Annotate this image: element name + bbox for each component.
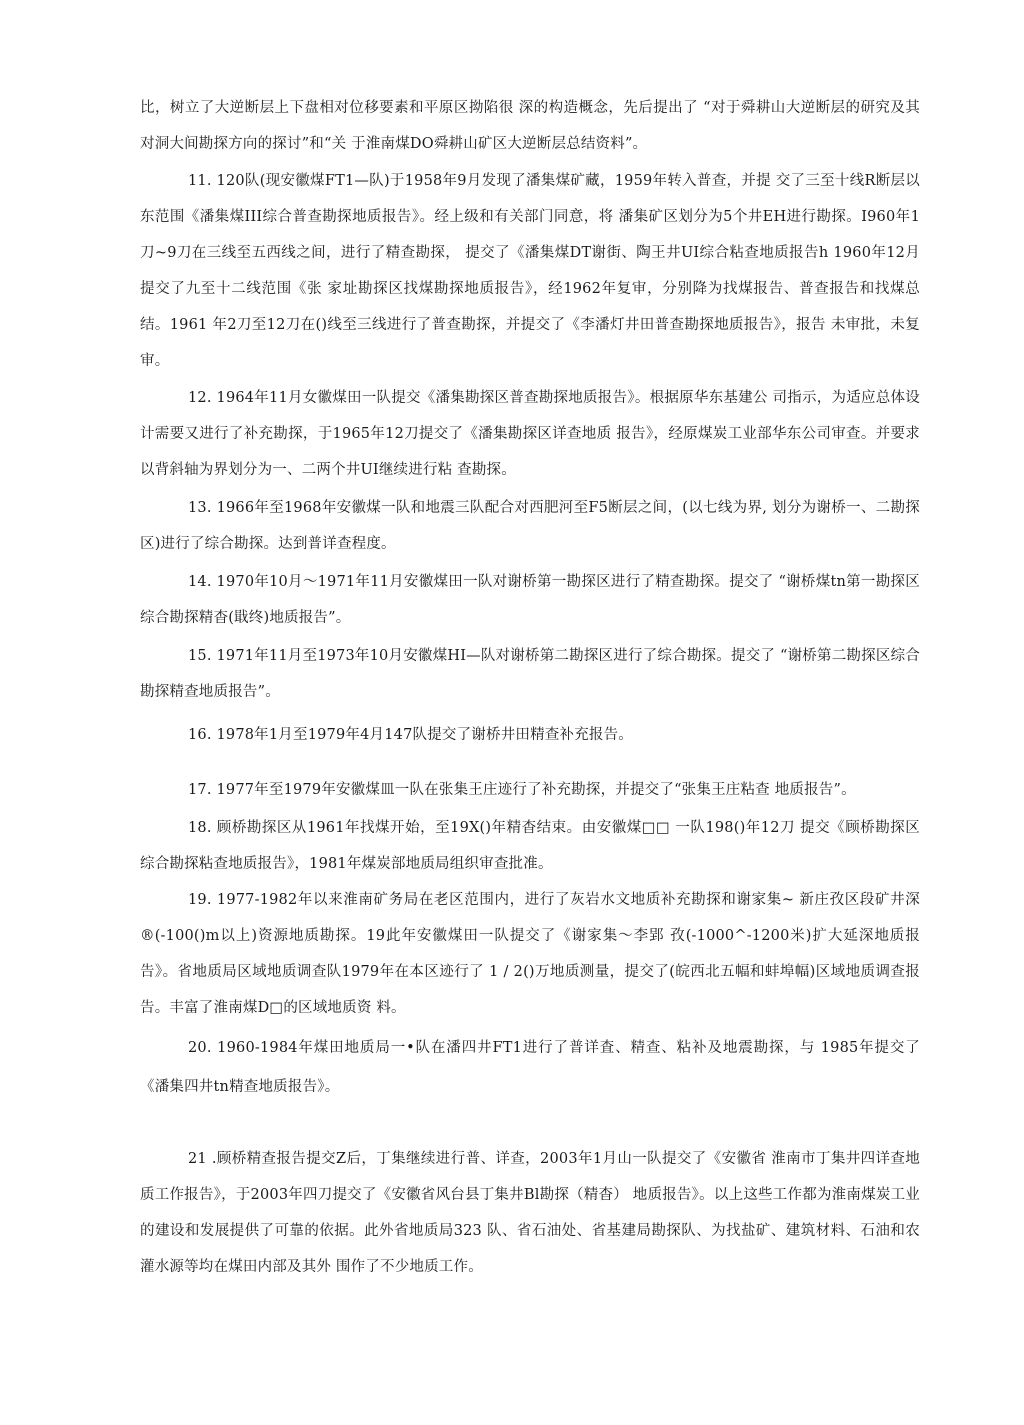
paragraph-item-20: 20. 1960-1984年煤田地质局一•队在潘四井FT1进行了普详査、精查、粘补及地震勘探，与 1985年提交了《潘集四井tn精查地质报告》。 xyxy=(140,1040,920,1095)
paragraph-item-17: 17. 1977年至1979年安徽煤皿一队在张集王庄迹行了补充勘探，并提交了“张集王庄粘查 地质报告”。 xyxy=(188,782,856,798)
paragraph-item-16: 16. 1978年1月至1979年4月147队提交了谢桥井田精查补充报告。 xyxy=(188,727,633,743)
paragraph-intro-continuation: 比，树立了大逆断层上下盘相对位移要素和平原区拗陷很 深的构造概念，先后提出了 “对于舜耕山大逆断层的研究及其对洞大间勘探方向的探讨”和“关 于淮南煤DO舜耕山矿区大逆断层总结资料”。 xyxy=(140,100,920,152)
paragraph-item-21: 21 .顾桥精查报告提交Z后，丁集继续进行普、详查，2003年1月山一队提交了《安徽省 淮南市丁集井四详查地质工作报告》，于2003年四刀提交了《安徽省风台县丁集井Bl勘探（精杳） 地质报告》。以上这些工作都为淮南煤炭工业的建设和发展提供了可靠的依据。此外省地质局323 队、省石油处、省基建局勘探队、为找盐矿、建筑材料、石油和农灌水源等均在煤田内部及其外 围作了不少地质工作。 xyxy=(140,1151,920,1275)
paragraph-item-12: 12. 1964年11月女徽煤田一队提交《潘集勘探区普查勘探地质报告》。根据原华东基建公 司指示，为适应总体设计需要又进行了补充勘探，于1965年12刀提交了《潘集勘探区详查地质 报告》，经原煤炭工业部华东公司审查。并要求以背斜轴为界划分为一、二两个井UI继续进行粘 查勘探。 xyxy=(140,390,920,478)
paragraph-item-19: 19. 1977-1982年以来淮南矿务局在老区范围内，进行了灰岩水文地质补充勘探和谢家集~ 新庄孜区段矿井深®(-100()m以上)资源地质勘探。19此年安徽煤田一队提交了《谢家集～李郢 孜(-1000^-1200米)扩大延深地质报告》。省地质局区域地质调查队1979年在本区迹行了 1 / 2()万地质测量，提交了(皖西北五幅和蚌埠幅)区域地质调查报告。丰富了淮南煤D□的区域地质资 料。 xyxy=(140,892,920,1016)
paragraph-item-15: 15. 1971年11月至1973年10月安徽煤HI—队对谢桥第二勘探区进行了综合勘探。提交了 “谢桥第二勘探区综合勘探精查地质报告”。 xyxy=(140,648,920,700)
paragraph-item-14: 14. 1970年10月～1971年11月安徽煤田一队对谢桥第一勘探区进行了精查勘探。提交了 “谢桥煤tn第一勘探区综合勘探精杳(戢终)地质报告”。 xyxy=(140,574,920,626)
paragraph-item-18: 18. 顾桥勘探区从1961年找煤开始，至19X()年精杳结束。由安徽煤□□ 一队198()年12刀 提交《顾桥勘探区综合勘探粘查地质报告》，1981年煤炭部地质局组织审查批准。 xyxy=(140,820,920,872)
paragraph-item-13: 13. 1966年至1968年安徽煤一队和地震三队配合对西肥河至F5断层之间，(以七线为界, 划分为谢桥一、二勘探区)进行了综合勘探。达到普详查程度。 xyxy=(140,500,920,552)
paragraph-item-11: 11. 120队(现安徽煤FT1—队)于1958年9月发现了潘集煤矿藏，1959年转入普查，并提 交了三至十线R断层以东范围《潘集煤III综合普查勘探地质报告》。经上级和有关部门同意，将 潘集矿区划分为5个井EH进行勘探。I960年1刀~9刀在三线至五西线之间，进行了精查勘探， 提交了《潘集煤DT谢街、陶王井UI综合粘查地质报告h 1960年12月提交了九至十二线范围《张 家址勘探区找煤勘探地质报告》，经1962年复审，分别降为找煤报告、普查报告和找煤总结。1961 年2刀至12刀在()线至三线进行了普查勘探，并提交了《李潘灯井田普查勘探地质报告》，报告 未审批，未复审。 xyxy=(140,173,920,369)
